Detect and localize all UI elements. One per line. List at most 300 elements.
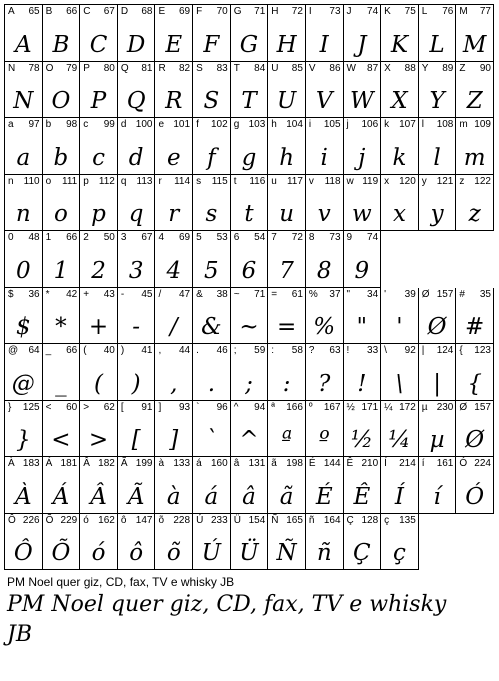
glyph-cell <box>193 5 231 62</box>
glyph-code: 73 <box>329 6 341 17</box>
glyph-label <box>347 458 379 469</box>
glyph-cell <box>231 231 269 288</box>
glyph-code: 154 <box>248 514 266 526</box>
glyph-sample: F <box>203 31 220 58</box>
glyph-label <box>83 345 115 356</box>
glyph-cell <box>268 457 306 514</box>
glyph-label <box>271 63 303 74</box>
glyph-sample: = <box>276 314 297 340</box>
glyph-cell <box>193 401 231 458</box>
glyph-cell <box>268 288 306 345</box>
glyph-char: \ <box>384 345 387 356</box>
glyph-char: º <box>308 401 313 413</box>
glyph-label <box>196 515 228 526</box>
glyph-label <box>271 345 303 356</box>
glyph-char: f <box>196 119 199 130</box>
glyph-label <box>309 515 341 526</box>
glyph-cell <box>5 118 43 175</box>
glyph-code: 183 <box>22 458 40 469</box>
glyph-code: 120 <box>399 175 416 187</box>
glyph-cell <box>419 401 457 458</box>
glyph-cell <box>381 344 419 401</box>
glyph-code: 181 <box>60 458 78 469</box>
glyph-label <box>158 345 190 356</box>
glyph-char: P <box>83 62 90 74</box>
glyph-char: @ <box>8 345 19 356</box>
glyph-cell <box>268 118 306 175</box>
glyph-sample: f <box>207 144 216 171</box>
glyph-sample: } <box>15 427 31 453</box>
glyph-char: + <box>83 288 90 300</box>
glyph-code: 161 <box>436 458 454 469</box>
glyph-code: 112 <box>98 175 115 187</box>
glyph-code: 66 <box>66 232 78 243</box>
glyph-cell <box>344 118 382 175</box>
glyph-sample: Ê <box>353 483 371 510</box>
glyph-char: z <box>459 175 465 187</box>
sample-caption: PM Noel quer giz, CD, fax, TV e whisky JB <box>7 575 235 589</box>
glyph-label <box>234 119 266 130</box>
glyph-cell <box>231 288 269 345</box>
glyph-sample: Ó <box>465 483 485 510</box>
glyph-sample: I <box>319 31 329 58</box>
glyph-cell <box>193 344 231 401</box>
glyph-code: 118 <box>324 175 341 187</box>
glyph-label <box>309 6 341 17</box>
glyph-cell <box>5 231 43 288</box>
glyph-code: 68 <box>141 6 153 17</box>
glyph-sample: í <box>433 483 441 510</box>
glyph-sample: Ø <box>465 427 485 453</box>
glyph-cell <box>344 62 382 119</box>
glyph-char: b <box>45 119 52 130</box>
glyph-cell <box>268 514 306 571</box>
glyph-cell <box>155 231 193 288</box>
glyph-code: 67 <box>141 232 153 243</box>
glyph-label <box>271 176 303 187</box>
glyph-label <box>196 402 228 413</box>
glyph-char: q <box>120 175 127 187</box>
glyph-char: Á <box>45 458 53 469</box>
glyph-label <box>196 345 228 356</box>
glyph-label <box>271 289 303 300</box>
glyph-char: t <box>233 175 237 187</box>
glyph-label <box>459 119 491 130</box>
glyph-char: Ü <box>233 514 241 526</box>
glyph-cell <box>381 457 419 514</box>
glyph-code: 71 <box>254 6 266 17</box>
glyph-cell <box>118 62 156 119</box>
glyph-sample: i <box>320 144 328 171</box>
glyph-cell <box>80 344 118 401</box>
glyph-label <box>158 232 190 243</box>
glyph-sample: e <box>166 144 181 171</box>
glyph-char: W <box>346 62 356 74</box>
glyph-label <box>8 176 40 187</box>
glyph-label <box>46 6 78 17</box>
glyph-label <box>347 515 379 526</box>
glyph-sample: p <box>91 201 106 227</box>
glyph-code: 44 <box>178 345 191 356</box>
glyph-cell <box>231 118 269 175</box>
glyph-cell <box>155 5 193 62</box>
glyph-char: 8 <box>308 232 315 243</box>
glyph-code: 147 <box>135 514 153 526</box>
glyph-code: 84 <box>254 62 266 74</box>
glyph-char: Ô <box>8 514 16 526</box>
glyph-label <box>347 345 379 356</box>
glyph-char: 5 <box>196 232 202 243</box>
glyph-sample: ½ <box>350 427 373 453</box>
glyph-sample: 1 <box>53 257 69 284</box>
glyph-cell <box>419 175 457 232</box>
glyph-code: 104 <box>286 119 303 130</box>
glyph-cell <box>306 62 344 119</box>
glyph-cell <box>231 5 269 62</box>
glyph-code: 72 <box>291 6 303 17</box>
glyph-char: R <box>158 62 166 74</box>
glyph-cell <box>118 175 156 232</box>
glyph-sample: Q <box>126 88 146 114</box>
glyph-sample: ñ <box>316 540 332 566</box>
glyph-code: 72 <box>291 232 303 243</box>
glyph-char: N <box>8 62 16 74</box>
glyph-sample: Á <box>52 483 70 510</box>
glyph-label <box>158 289 190 300</box>
glyph-code: 144 <box>323 458 341 469</box>
glyph-sample: l <box>433 144 441 171</box>
glyph-code: 230 <box>436 401 454 413</box>
glyph-code: 40 <box>103 345 115 356</box>
glyph-cell <box>456 118 494 175</box>
glyph-code: 89 <box>442 62 454 74</box>
glyph-char: ñ <box>308 514 315 526</box>
glyph-char: | <box>421 345 425 356</box>
glyph-char: m <box>459 119 468 130</box>
glyph-sample: 0 <box>15 257 31 284</box>
glyph-sample: \ <box>395 370 404 397</box>
glyph-sample: E <box>165 31 183 58</box>
glyph-char: ) <box>120 345 125 356</box>
glyph-sample: Ú <box>201 540 222 566</box>
glyph-sample: Ô <box>13 540 33 566</box>
glyph-cell <box>456 401 494 458</box>
glyph-code: 66 <box>66 345 78 356</box>
glyph-cell <box>231 514 269 571</box>
glyph-code: 166 <box>286 401 303 413</box>
glyph-sample: 6 <box>241 257 257 284</box>
glyph-char: l <box>421 119 424 130</box>
glyph-label <box>234 232 266 243</box>
glyph-label <box>422 119 454 130</box>
glyph-sample: J <box>357 31 367 58</box>
glyph-cell <box>268 175 306 232</box>
glyph-sample: É <box>315 483 333 510</box>
glyph-cell <box>5 514 43 571</box>
glyph-char: < <box>45 401 52 413</box>
glyph-label <box>309 176 341 187</box>
glyph-sample: u <box>279 201 295 227</box>
glyph-cell <box>419 62 457 119</box>
glyph-label <box>234 345 266 356</box>
glyph-char: & <box>196 288 203 300</box>
glyph-char: B <box>45 6 53 17</box>
glyph-sample: ] <box>169 427 179 453</box>
glyph-cell <box>193 231 231 288</box>
glyph-label <box>234 289 266 300</box>
glyph-code: 100 <box>135 119 153 130</box>
glyph-char: â <box>233 458 240 469</box>
glyph-label <box>83 119 115 130</box>
glyph-sample: À <box>14 483 32 510</box>
glyph-cell <box>80 62 118 119</box>
glyph-cell <box>155 118 193 175</box>
glyph-sample: k <box>392 144 407 171</box>
glyph-code: 33 <box>367 345 379 356</box>
glyph-char: ( <box>83 345 87 356</box>
glyph-char: n <box>8 175 14 187</box>
glyph-char: ^ <box>233 401 239 413</box>
glyph-sample: c <box>92 144 105 171</box>
glyph-label <box>158 176 190 187</box>
glyph-sample: B <box>52 31 70 58</box>
glyph-cell <box>381 118 419 175</box>
glyph-sample: a <box>16 144 31 171</box>
glyph-char: g <box>233 119 240 130</box>
glyph-char: } <box>8 401 12 413</box>
glyph-sample: + <box>88 314 109 340</box>
glyph-sample: > <box>88 427 109 453</box>
glyph-char: ç <box>384 514 390 526</box>
glyph-sample: ç <box>393 540 406 566</box>
glyph-char: ! <box>346 345 350 356</box>
glyph-char: O <box>45 62 54 74</box>
glyph-code: 85 <box>291 62 303 74</box>
glyph-char: Ê <box>346 458 354 469</box>
glyph-cell <box>80 231 118 288</box>
glyph-char: $ <box>8 288 14 300</box>
empty-cell <box>456 231 494 288</box>
glyph-label <box>384 176 416 187</box>
glyph-code: 39 <box>404 288 416 300</box>
glyph-code: 48 <box>28 232 40 243</box>
glyph-sample: Ø <box>427 314 447 340</box>
glyph-code: 111 <box>62 175 78 187</box>
glyph-label <box>384 458 416 469</box>
glyph-label <box>83 63 115 74</box>
glyph-cell <box>80 401 118 458</box>
glyph-cell <box>155 62 193 119</box>
glyph-label <box>459 6 491 17</box>
glyph-label <box>196 119 228 130</box>
glyph-code: 98 <box>66 119 78 130</box>
glyph-label <box>271 515 303 526</box>
glyph-code: 101 <box>173 119 191 130</box>
glyph-char: p <box>83 175 89 187</box>
glyph-sample: á <box>204 483 219 510</box>
glyph-char: c <box>83 119 89 130</box>
glyph-code: 94 <box>254 401 266 413</box>
glyph-cell <box>456 5 494 62</box>
glyph-code: 105 <box>323 119 341 130</box>
glyph-code: 81 <box>141 62 153 74</box>
glyph-code: 73 <box>329 232 341 243</box>
glyph-sample: X <box>391 88 408 114</box>
glyph-char: Â <box>83 458 90 469</box>
glyph-label <box>384 119 416 130</box>
glyph-char: 6 <box>233 232 240 243</box>
glyph-code: 110 <box>23 175 40 187</box>
glyph-code: 229 <box>60 514 78 526</box>
glyph-code: 115 <box>211 175 228 187</box>
glyph-cell <box>43 514 81 571</box>
glyph-cell <box>193 175 231 232</box>
glyph-cell <box>118 231 156 288</box>
glyph-char: à <box>158 458 165 469</box>
glyph-sample: 9 <box>354 257 370 284</box>
glyph-code: 54 <box>254 232 266 243</box>
glyph-label <box>8 515 40 526</box>
glyph-label <box>347 289 379 300</box>
glyph-char: S <box>196 62 203 74</box>
glyph-cell <box>43 344 81 401</box>
glyph-label <box>83 6 115 17</box>
glyph-char: w <box>346 175 354 187</box>
glyph-char: ] <box>158 401 162 413</box>
glyph-code: 135 <box>399 514 416 526</box>
glyph-code: 108 <box>436 119 454 130</box>
glyph-sample: S <box>203 88 220 114</box>
glyph-sample: @ <box>11 370 35 397</box>
glyph-code: 79 <box>66 62 78 74</box>
glyph-char: ã <box>271 458 277 469</box>
empty-cell <box>456 514 494 571</box>
glyph-label <box>309 289 341 300</box>
glyph-char: Ñ <box>271 514 279 526</box>
glyph-label <box>83 458 115 469</box>
glyph-sample: õ <box>166 540 181 566</box>
glyph-code: 91 <box>141 401 153 413</box>
glyph-code: 93 <box>178 401 191 413</box>
glyph-sample: 4 <box>166 257 182 284</box>
glyph-label <box>459 458 491 469</box>
glyph-label <box>8 63 40 74</box>
glyph-sample: d <box>128 144 144 171</box>
glyph-cell <box>43 457 81 514</box>
glyph-code: 64 <box>28 345 40 356</box>
glyph-cell <box>306 401 344 458</box>
glyph-label <box>271 402 303 413</box>
glyph-label <box>8 6 40 17</box>
glyph-char: Í <box>384 458 387 469</box>
glyph-char: H <box>271 6 279 17</box>
glyph-label <box>83 515 115 526</box>
glyph-label <box>234 458 266 469</box>
glyph-label <box>121 119 153 130</box>
glyph-cell <box>306 514 344 571</box>
glyph-cell <box>193 118 231 175</box>
glyph-label <box>158 402 190 413</box>
glyph-sample: v <box>317 201 331 227</box>
glyph-char: É <box>308 458 316 469</box>
glyph-char: d <box>120 119 127 130</box>
glyph-label <box>83 289 115 300</box>
glyph-char: ó <box>83 514 89 526</box>
glyph-sample: m <box>463 144 486 171</box>
glyph-label <box>271 119 303 130</box>
glyph-char: x <box>384 175 390 187</box>
glyph-char: a <box>8 119 14 130</box>
glyph-code: 102 <box>211 119 228 130</box>
glyph-label <box>196 458 228 469</box>
glyph-code: 103 <box>248 119 266 130</box>
glyph-label <box>8 458 40 469</box>
empty-cell <box>419 231 457 288</box>
glyph-sample: 8 <box>316 257 332 284</box>
glyph-cell <box>456 457 494 514</box>
glyph-sample: h <box>279 144 295 171</box>
glyph-code: 37 <box>329 288 341 300</box>
glyph-char: Z <box>459 62 466 74</box>
glyph-code: 172 <box>399 401 416 413</box>
glyph-code: 119 <box>362 175 379 187</box>
glyph-label <box>309 458 341 469</box>
glyph-sample: # <box>465 314 485 340</box>
glyph-label <box>384 345 416 356</box>
glyph-sample: , <box>170 370 178 397</box>
glyph-char: / <box>158 288 162 300</box>
glyph-cell <box>155 514 193 571</box>
glyph-char: k <box>384 119 390 130</box>
glyph-char: i <box>308 119 312 130</box>
glyph-sample: ã <box>279 483 294 510</box>
glyph-label <box>158 458 190 469</box>
glyph-code: 182 <box>98 458 115 469</box>
glyph-code: 50 <box>103 232 115 243</box>
glyph-cell <box>381 175 419 232</box>
glyph-code: 46 <box>216 345 228 356</box>
glyph-char: ; <box>233 345 237 356</box>
glyph-cell <box>80 514 118 571</box>
glyph-cell <box>193 457 231 514</box>
glyph-char: { <box>459 345 463 356</box>
glyph-cell <box>43 5 81 62</box>
glyph-sample: 7 <box>279 257 294 284</box>
glyph-code: 133 <box>173 458 191 469</box>
glyph-code: 114 <box>174 175 191 187</box>
glyph-sample: Y <box>429 88 445 114</box>
glyph-sample: Ç <box>353 540 371 566</box>
glyph-sample: " <box>356 314 368 340</box>
glyph-label <box>196 232 228 243</box>
glyph-char: D <box>120 6 129 17</box>
glyph-char: Ø <box>459 401 468 413</box>
glyph-label <box>384 402 416 413</box>
glyph-label <box>196 6 228 17</box>
glyph-cell <box>456 175 494 232</box>
glyph-char: Ã <box>120 458 128 469</box>
glyph-sample: T <box>241 88 257 114</box>
empty-cell <box>381 231 419 288</box>
glyph-label <box>158 119 190 130</box>
glyph-cell <box>306 457 344 514</box>
glyph-label <box>309 119 341 130</box>
glyph-code: 38 <box>216 288 228 300</box>
glyph-label <box>46 345 78 356</box>
glyph-cell <box>118 457 156 514</box>
glyph-label <box>8 345 40 356</box>
glyph-label <box>309 63 341 74</box>
